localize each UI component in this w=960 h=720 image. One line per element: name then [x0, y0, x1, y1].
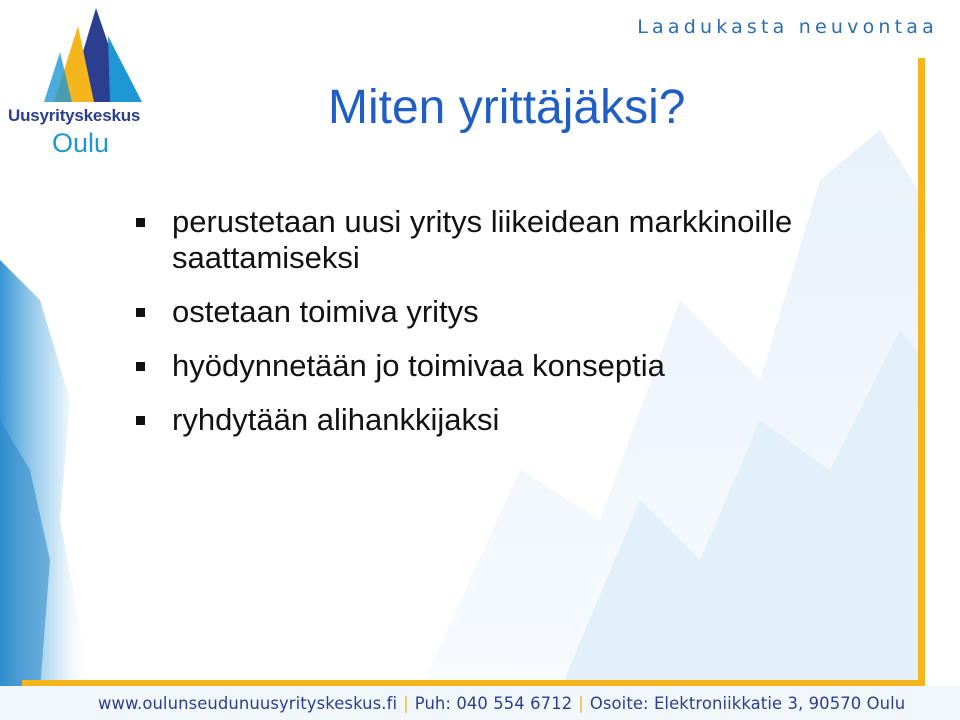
bullet-text: hyödynnetään jo toimivaa konseptia: [172, 348, 665, 383]
bullet-list: [136, 204, 836, 456]
footer-contact: [98, 694, 905, 713]
bullet-square-icon: [136, 416, 145, 425]
bullet-text: ostetaan toimiva yritys: [172, 294, 479, 329]
footer-website-link[interactable]: www.oulunseudunuusyrityskeskus.fi: [98, 694, 398, 713]
footer-separator: |: [403, 694, 409, 713]
brand-logo: [8, 6, 168, 156]
bullet-item: [136, 204, 836, 276]
slide-title: Miten yrittäjäksi?: [328, 81, 686, 134]
brand-city: Oulu: [52, 128, 110, 158]
bullet-square-icon: [136, 362, 145, 371]
sail-logo-icon: [38, 6, 148, 106]
bullet-item: [136, 294, 836, 330]
footer-separator: |: [578, 694, 584, 713]
bullet-item: [136, 402, 836, 438]
bullet-text: perustetaan uusi yritys liikeidean markkinoille saattamiseksi: [172, 204, 793, 275]
brand-name: Uusyrityskeskus: [8, 106, 141, 125]
bullet-item: [136, 348, 836, 384]
brand-tagline: Laadukasta neuvontaa: [637, 16, 938, 38]
bullet-square-icon: [136, 218, 145, 227]
footer-phone: Puh: 040 554 6712: [414, 694, 573, 713]
bullet-square-icon: [136, 308, 145, 317]
bullet-text: ryhdytään alihankkijaksi: [172, 402, 500, 437]
footer-address: Osoite: Elektroniikkatie 3, 90570 Oulu: [589, 694, 906, 713]
